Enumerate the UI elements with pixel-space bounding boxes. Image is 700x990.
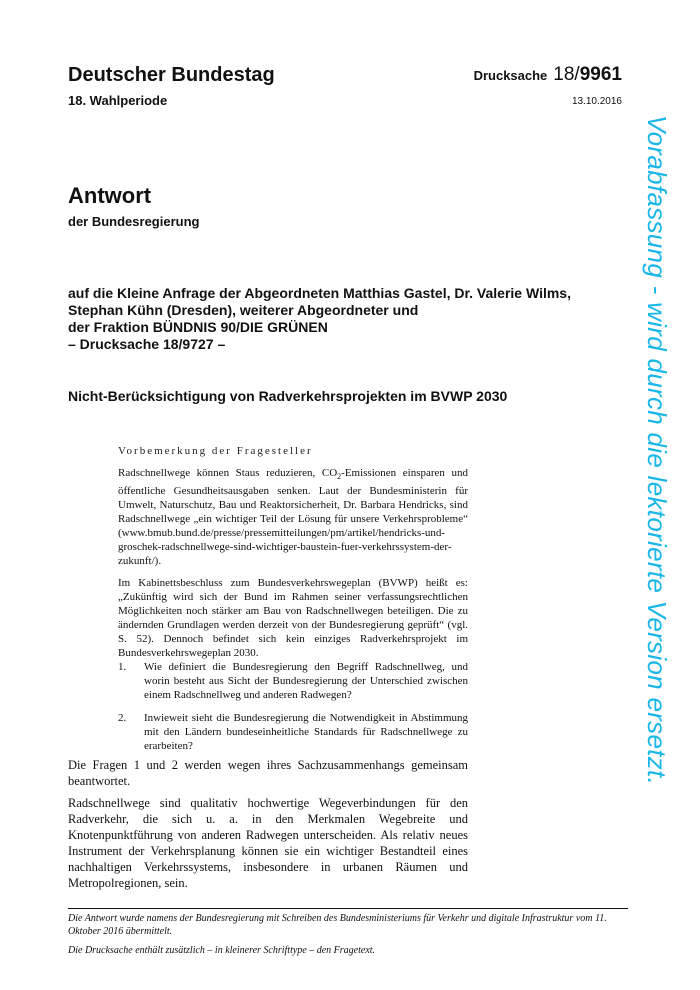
institution-name: Deutscher Bundestag	[68, 64, 275, 86]
answer-paragraph: Radschnellwege sind qualitativ hochwertige Wegeverbindungen für den Radverkehr, die sich u. a. in den Merkmalen Wegebreite und Knotenpunktführung von anderen Radwegen unterscheiden. Als relativ neues Instrument der Verkehrsplanung können sie ein wichtiger Bestandteil eines nachhaltigen Verkehrssystems, insbesondere in urbanen Räumen und Metropolregionen, sein.	[68, 796, 468, 890]
inquiry-block	[68, 285, 608, 353]
preface-section	[118, 444, 468, 668]
drucksache-id	[474, 64, 622, 86]
document-date: 13.10.2016	[571, 96, 622, 107]
inquiry-line: auf die Kleine Anfrage der Abgeordneten Matthias Gastel, Dr. Valerie Wilms,	[68, 285, 571, 301]
electoral-period: 18. Wahlperiode	[68, 93, 168, 108]
drucksache-label: Drucksache	[473, 68, 548, 83]
document-title: Antwort	[68, 183, 152, 208]
footer-divider	[68, 908, 628, 909]
footer-note: Die Drucksache enthält zusätzlich – in kleinerer Schrifttype – den Fragetext.	[68, 945, 376, 956]
question-item	[118, 660, 468, 702]
answer-paragraph: Die Fragen 1 und 2 werden wegen ihres Sachzusammenhangs gemeinsam beantwortet.	[68, 758, 468, 788]
footer-note: Die Antwort wurde namens der Bundesregierung mit Schreiben des Bundesministeriums für Verkehr und digitale Infrastruktur vom 11. Oktober 2016 übermittelt.	[68, 913, 607, 937]
drucksache-number: 9961	[579, 64, 622, 85]
subject-heading: Nicht-Berücksichtigung von Radverkehrsprojekten im BVWP 2030	[68, 388, 508, 404]
question-number: 2.	[118, 712, 127, 724]
question-number: 1.	[118, 661, 127, 673]
draft-watermark: Vorabfassung - wird durch die lektorierte Version ersetzt.	[642, 115, 672, 786]
preface-heading: Vorbemerkung der Fragesteller	[118, 445, 313, 457]
preface-paragraph: Im Kabinettsbeschluss zum Bundesverkehrswegeplan (BVWP) heißt es: „Zukünftig wird sich der Bund im Rahmen seiner verfassungsrechtlichen Möglichkeiten noch stärker am Bau von Radschnellwegen beteiligen. Die zu ändernden Grundlagen werden derzeit von der Bundesregierung geprüft“ (vgl. S. 52). Dennoch befindet sich kein einziges Radverkehrsprojekt im Bundesverkehrswegeplan 2030.	[118, 577, 468, 660]
preface-p1-subscript: 2	[337, 472, 342, 482]
inquiry-line: Stephan Kühn (Dresden), weiterer Abgeordneter und	[68, 302, 419, 318]
preface-p1-start: Radschnellwege können Staus reduzieren, CO	[118, 467, 338, 479]
document-subtitle: der Bundesregierung	[68, 214, 200, 229]
question-item	[118, 711, 468, 753]
preface-p1-rest: -Emissionen einsparen und öffentliche Gesundheitsausgaben senken. Laut der Bundesministerin für Umwelt, Naturschutz, Bau und Reaktorsicherheit, Dr. Barbara Hendricks, sind Radschnellwege „ein wichtiger Teil der Lösung für unsere Verkehrsprobleme“ (www.bmub.bund.de/presse/pressemitteilungen/pm/artikel/hendricks-und-groschek-radschnellwege-sind-wichtiger-baustein-fuer-verkehrssystem-der-zukunft/).	[118, 467, 468, 568]
inquiry-line: der Fraktion BÜNDNIS 90/DIE GRÜNEN	[68, 319, 328, 335]
inquiry-line: – Drucksache 18/9727 –	[68, 336, 226, 352]
question-text: Inwieweit sieht die Bundesregierung die Notwendigkeit in Abstimmung mit den Ländern bundeseinheitliche Standards für Radschnellwege zu erarbeiten?	[144, 712, 468, 752]
question-text: Wie definiert die Bundesregierung den Begriff Radschnellweg, und worin besteht aus Sicht der Bundesregierung der Unterschied zwischen einem Radschnellweg und anderen Radwegen?	[144, 661, 468, 701]
drucksache-prefix: 18/	[553, 64, 580, 85]
answer-section	[68, 757, 468, 897]
preface-paragraph	[118, 466, 468, 568]
